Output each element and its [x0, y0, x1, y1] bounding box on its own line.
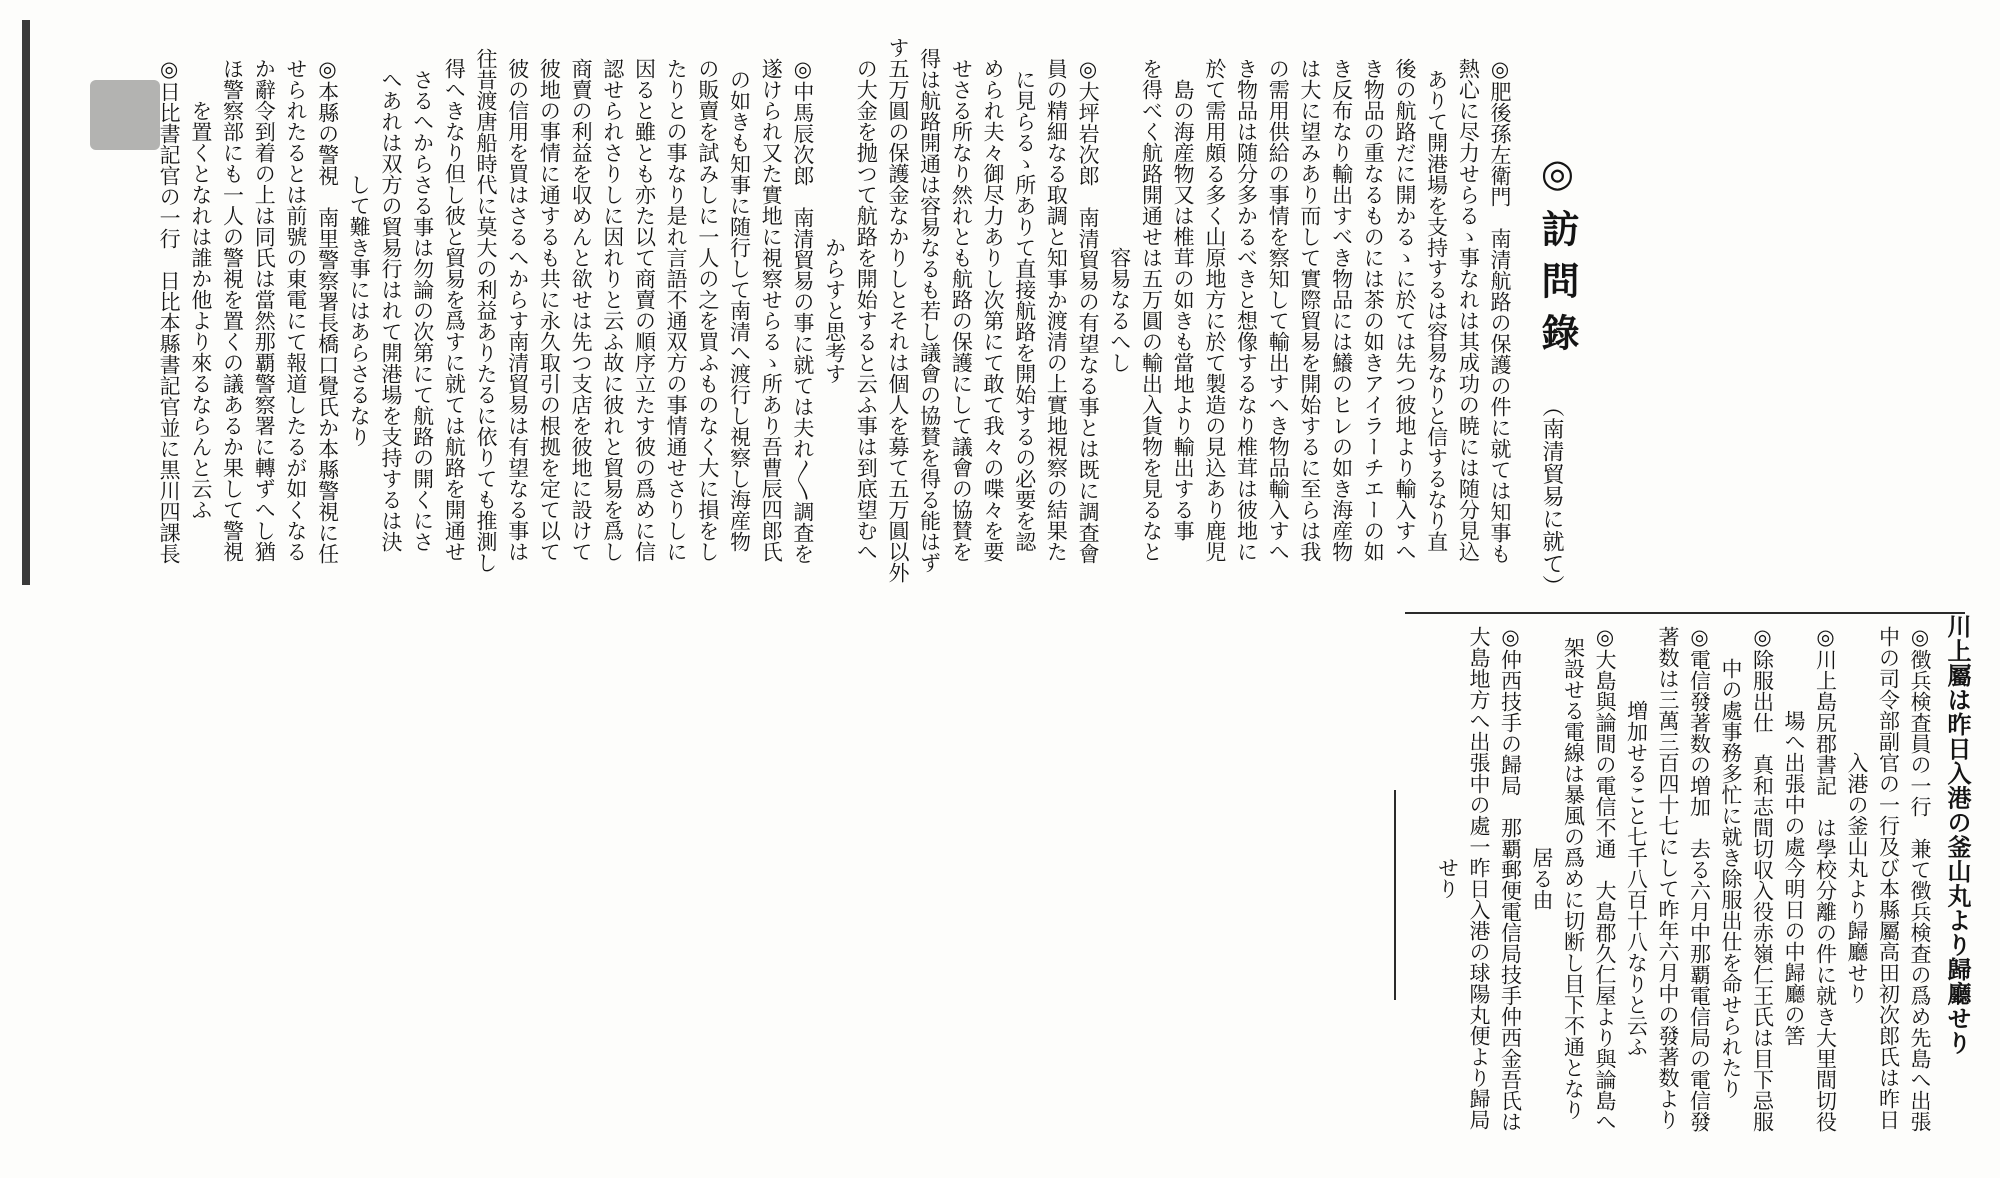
text-column: 商賣の利益を収めんと欲せは先つ支店を彼地に設けて — [569, 58, 594, 562]
text-column: 中の司令部副官の一行及び本縣屬高田初次郎氏は昨日 — [1876, 626, 1901, 1130]
text-column: ほ警察部にも一人の警視を置くの議あるか果して警視 — [220, 58, 245, 562]
text-column: の販賣を試みしに一人の之を買ふものなく大に損をし — [695, 58, 720, 562]
text-column: 中の處事務多忙に就き除服出仕を命せられたり — [1719, 657, 1743, 1099]
text-column: ◎除服出仕 真和志間切収入役赤嶺仁王氏は目下忌服 — [1750, 624, 1775, 1132]
text-column: ◎大島與論間の電信不通 大島郡久仁屋より與論島へ — [1593, 624, 1617, 1132]
article-body — [70, 30, 1510, 590]
text-column: 彼の信用を買はさるへからす南清貿易は有望なる事は — [505, 58, 530, 562]
text-column: 容易なるへし — [1107, 247, 1132, 373]
text-column: き物品の重なるものには茶の如きアイラーチエーの如 — [1361, 58, 1386, 562]
text-column: に見らるゝ所ありて直接航路を開始するの必要を認 — [1012, 68, 1037, 552]
text-column: 後の航路だに開かるゝに於ては先つ彼地より輸入すへ — [1392, 58, 1417, 562]
text-column: き物品は随分多かるべきと想像するなり椎茸は彼地に — [1234, 58, 1259, 562]
text-column: 大島地方へ出張中の處一昨日入港の球陽丸便より歸局 — [1467, 626, 1491, 1130]
text-column: 認せられさりしに因れりと云ふ故に彼れと貿易を爲し — [600, 58, 625, 562]
text-column: せり — [1435, 857, 1460, 899]
text-column: ◎大坪岩次郎 南清貿易の有望なる事とは既に調査會 — [1076, 56, 1101, 564]
text-column: 於て需用頗る多く山原地方に於て製造の見込あり鹿児 — [1202, 58, 1227, 562]
text-column: は大に望みあり而して實際貿易を開始するに至らは我 — [1297, 58, 1322, 562]
news-headline: 川上屬は昨日入港の釜山丸より歸廳せり — [1943, 614, 1972, 1055]
text-column: 熱心に尽力せらるゝ事なれは其成功の暁には随分見込 — [1456, 58, 1481, 562]
text-column: ◎肥後孫左衛門 南清航路の保護の件に就ては知事も — [1488, 56, 1512, 564]
text-column: ◎本縣の警視 南里警察署長橋口覺氏か本縣警視に任 — [315, 56, 340, 564]
text-column: 場へ出張中の處今明日の中歸廳の筈 — [1782, 710, 1806, 1046]
news-briefs — [1405, 618, 1930, 1138]
text-column: 居る由 — [1530, 846, 1554, 910]
text-column: ◎日比書記官の一行 日比本縣書記官並に黒川四課長 — [157, 56, 182, 564]
text-column: たりとの事なり是れ言語不通双方の事情通せさりしに — [664, 58, 689, 562]
text-column: を置くとなれは誰か他より來るならんと云ふ — [188, 100, 213, 520]
section-divider — [1405, 612, 1965, 614]
text-column: せられたるとは前號の東電にて報道したるが如くなる — [283, 58, 308, 562]
text-column: の如きも知事に随行して南清へ渡行し視察し海産物 — [727, 68, 752, 552]
text-column: 増加せること七千八百十八なりと云ふ — [1624, 699, 1649, 1057]
text-column: 得は航路開通は容易なるも若し議會の協賛を得る能はず — [917, 47, 942, 573]
scan-edge-strip — [22, 20, 30, 585]
text-column: の需用供給の事情を察知して輸出すへき物品輸入すへ — [1266, 58, 1291, 562]
text-column: ありて開港場を支持するは容易なりと信するなり直 — [1424, 68, 1449, 552]
text-column: 島の海産物又は椎茸の如きも當地より輸出する事 — [1171, 79, 1196, 541]
text-column: して難き事にはあらさるなり — [347, 173, 372, 447]
text-column: の大金を抛つて航路を開始すると云ふ事は到底望むへ — [854, 58, 879, 562]
text-column: 著数は三萬三百四十七にして昨年六月中の發著数より — [1656, 626, 1680, 1130]
text-column: められ夫々御尽力ありし次第にて敢て我々の喋々を要 — [981, 58, 1005, 562]
text-column: 架設せる電線は暴風の爲めに切断し目下不通となり — [1561, 636, 1586, 1120]
text-column: す五万圓の保護金なかりしとそれは個人を募て五万圓以外 — [885, 37, 910, 583]
text-column: へあれは双方の貿易行はれて開港場を支持するは決 — [378, 68, 403, 552]
article-title: ◎訪問錄 — [1535, 150, 1580, 365]
text-column: さるへからさる事は勿論の次第にて航路の開くにさ — [410, 68, 435, 552]
text-column: 往昔渡唐船時代に莫大の利益ありたるに依りても推測し — [474, 47, 498, 573]
text-column: 遂けられ又た實地に視察せらるゝ所あり吾曹辰四郎氏 — [759, 58, 784, 562]
text-column: せさる所なり然れとも航路の保護にして議會の協賛を — [949, 58, 974, 562]
text-column: ◎川上島尻郡書記 は學校分離の件に就き大里間切役 — [1813, 624, 1838, 1132]
text-column: 彼地の事情に通するも共に永久取引の根拠を定て以て — [537, 58, 562, 562]
column-rule — [1394, 790, 1396, 1000]
text-column: ◎中馬辰次郎 南清貿易の事に就ては夫れ〳〵調査を — [790, 56, 815, 564]
text-column: 因ると雖とも亦た以て商賣の順序立たす彼の爲めに信 — [632, 58, 657, 562]
text-column: ◎徴兵検査員の一行 兼て徴兵検査の爲め先島へ出張 — [1908, 624, 1932, 1132]
text-column: からすと思考す — [822, 236, 847, 384]
text-column: ◎仲西技手の歸局 那覇郵便電信局技手仲西金吾氏は — [1498, 624, 1523, 1132]
text-column: を得べく航路開通せは五万圓の輸出入貨物を見るなと — [1139, 58, 1164, 562]
text-column: 員の精細なる取調と知事か渡清の上實地視察の結果た — [1044, 58, 1069, 562]
text-column: か辭令到着の上は同氏は當然那覇警察署に轉ずへし猶 — [252, 58, 277, 562]
article-subtitle: （南清貿易に就て） — [1539, 395, 1564, 598]
text-column: ◎電信發著数の増加 去る六月中那覇電信局の電信發 — [1687, 624, 1712, 1132]
text-column: き反布なり輸出すべき物品には鱶のヒレの如き海産物 — [1329, 58, 1354, 562]
text-column: 入港の釜山丸より歸廳せり — [1845, 752, 1869, 1004]
text-column: 得へきなり但し彼と貿易を爲すに就ては航路を開通せ — [442, 58, 467, 562]
